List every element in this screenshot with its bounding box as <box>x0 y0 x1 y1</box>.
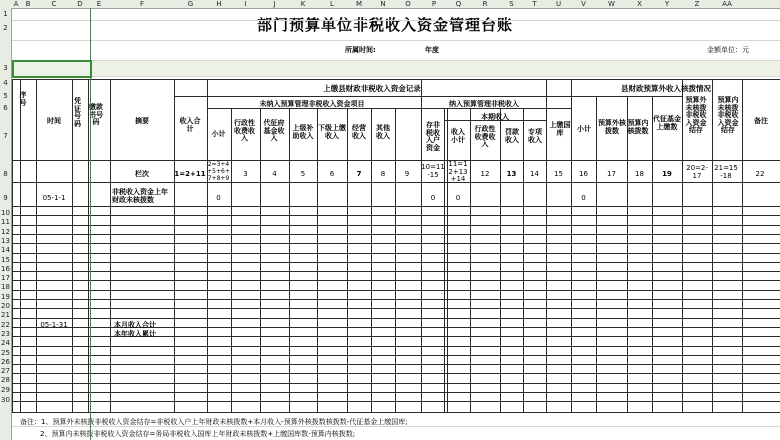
column-header-A[interactable]: A <box>13 0 19 8</box>
row-header-10[interactable]: 10 <box>1 209 10 217</box>
row-header-28[interactable]: 28 <box>1 376 10 385</box>
unit-label: 金额单位：元 <box>707 46 749 54</box>
hdr-in-alloc: 预算内核拨数 <box>627 119 649 135</box>
colnum-17: 17 <box>607 170 616 178</box>
colnum-15: 15 <box>554 170 563 178</box>
row-header-29[interactable]: 29 <box>1 385 10 394</box>
column-header-M[interactable]: M <box>355 0 363 8</box>
colnum-7: 7 <box>356 170 362 178</box>
grid-hline <box>12 79 780 80</box>
column-header-O[interactable]: O <box>405 0 411 8</box>
colnum-18: 18 <box>635 170 644 178</box>
row-header-23[interactable]: 23 <box>1 329 10 338</box>
grid-hline <box>12 20 780 21</box>
grid-hline <box>207 108 571 109</box>
row-header-8[interactable]: 8 <box>3 170 8 178</box>
hdr-county-group: 县财政预算外收入核拨情况 <box>621 84 711 93</box>
column-header-N[interactable]: N <box>380 0 386 8</box>
column-header-R[interactable]: R <box>482 0 488 8</box>
column-header-E[interactable]: E <box>96 0 102 8</box>
period-label: 所属时间: <box>345 46 376 54</box>
column-header-F[interactable]: F <box>139 0 145 8</box>
column-header-D[interactable]: D <box>77 0 83 8</box>
row-header-19[interactable]: 19 <box>1 292 10 301</box>
grid-hline <box>12 299 780 300</box>
grid-vline <box>444 108 445 412</box>
colnum-label: 栏次 <box>135 170 149 178</box>
grid-hline <box>12 225 780 226</box>
colnum-22: 22 <box>755 170 765 178</box>
hdr-subtotal: 小计 <box>211 130 226 138</box>
grid-hline <box>12 355 780 356</box>
grid-vline <box>347 108 348 412</box>
grid-hline <box>12 308 780 309</box>
row-header-21[interactable]: 21 <box>1 311 10 320</box>
row-header-7[interactable]: 7 <box>3 132 8 140</box>
grid-vline <box>174 79 175 412</box>
grid-vline <box>289 108 290 412</box>
row-header-11[interactable]: 11 <box>1 218 10 227</box>
grid-hline <box>12 346 780 347</box>
colnum-20: 20=2-17 <box>686 164 708 180</box>
grid-hline <box>12 318 780 319</box>
column-header-W[interactable]: W <box>608 0 615 8</box>
hdr-county-subtotal: 小计 <box>577 125 591 133</box>
grid-vline <box>470 108 471 412</box>
hdr-summary: 摘要 <box>135 117 149 125</box>
grid-hline <box>12 290 780 291</box>
hdr-voucher: 凭证号码 <box>74 97 81 128</box>
grid-vline <box>110 79 111 412</box>
colnum-12: 12 <box>480 170 490 178</box>
colnum-2: 2=3+4+5+6+7+8+9 <box>207 161 230 182</box>
column-header-G[interactable]: G <box>187 0 194 8</box>
grid-vline <box>231 108 232 412</box>
grid-vline <box>317 108 318 412</box>
grid-hline <box>12 60 780 61</box>
grid-vline <box>395 108 396 412</box>
row-header-5[interactable]: 5 <box>3 92 8 100</box>
colnum-19: 19 <box>662 170 672 178</box>
grid-vline <box>652 96 653 412</box>
grid-hline <box>12 253 780 254</box>
colnum-5: 5 <box>300 170 306 178</box>
column-header-AA[interactable]: AA <box>722 0 732 8</box>
hdr-extra-unallocated: 预算外未核拨非税收入资金结存 <box>685 96 707 135</box>
grid-hline <box>12 412 780 413</box>
row-header-27[interactable]: 27 <box>1 367 10 376</box>
grid-vline <box>260 108 261 412</box>
hdr-time: 时间 <box>47 117 61 125</box>
column-header-C[interactable]: C <box>51 0 57 8</box>
colnum-9: 9 <box>404 170 410 178</box>
grid-hline <box>12 76 780 77</box>
column-header-T[interactable]: T <box>532 0 537 8</box>
grid-hline <box>12 383 780 384</box>
grid-hline <box>12 426 780 427</box>
row20-date[interactable]: 05-1-31 <box>40 321 68 329</box>
row-header-26[interactable]: 26 <box>1 357 10 366</box>
colnum-8: 8 <box>380 170 386 178</box>
colnum-13: 13 <box>506 170 517 178</box>
hdr-fund-remit: 代征基金上缴数 <box>653 115 681 131</box>
grid-vline <box>421 96 422 412</box>
grid-hline <box>12 271 780 272</box>
colnum-10: 10=11-15 <box>421 163 445 179</box>
row-header-13[interactable]: 13 <box>1 236 10 245</box>
grid-vline <box>742 79 743 412</box>
row-header-4[interactable]: 4 <box>3 79 8 87</box>
grid-hline <box>174 96 571 97</box>
hdr-nontax-deposit: 存非税收入户资金 <box>426 121 440 152</box>
column-header-S[interactable]: S <box>509 0 514 8</box>
grid-hline <box>12 364 780 365</box>
colnum-3: 3 <box>243 170 248 178</box>
grid-vline <box>36 79 37 412</box>
row9-summary[interactable]: 非税收入资金上年财政未核拨数 <box>112 188 168 204</box>
row-3-highlight <box>12 60 780 76</box>
grid-hline <box>12 206 780 207</box>
hdr-income-total: 收入合计 <box>179 117 201 133</box>
row-header-6[interactable]: 6 <box>3 104 8 112</box>
column-header-K[interactable]: K <box>300 0 306 8</box>
row-header-12[interactable]: 12 <box>1 227 10 236</box>
grid-vline <box>12 79 13 412</box>
hdr-current-income: 本期收入 <box>481 113 509 121</box>
row-header-bar <box>0 8 12 440</box>
column-header-L[interactable]: L <box>330 0 334 8</box>
grid-vline <box>712 79 713 412</box>
grid-hline <box>12 401 780 402</box>
column-header-H[interactable]: H <box>216 0 222 8</box>
hdr-admin-fee: 行政性收费收入 <box>234 119 255 143</box>
grid-hline <box>12 234 780 235</box>
row20-summary[interactable]: 本月收入合计 <box>114 321 156 329</box>
hdr-operating: 经营收入 <box>352 124 366 140</box>
colnum-1: 1=2+11 <box>174 170 206 178</box>
grid-vline <box>20 79 21 412</box>
column-header-U[interactable]: U <box>555 0 562 8</box>
footnote-2: 2、预算内未核拨非税收入资金结存=务局非税收入国库上年财政未核拨数+上缴国库数-预算内核拨数; <box>40 430 356 438</box>
row-header-17[interactable]: 17 <box>1 274 10 283</box>
hdr-to-treasury: 上缴国库 <box>549 121 571 137</box>
hdr-other: 其他收入 <box>376 124 390 140</box>
grid-vline <box>72 79 73 412</box>
grid-vline <box>447 108 448 412</box>
row-header-2[interactable]: 2 <box>3 24 8 32</box>
hdr-extra-alloc: 预算外核拨数 <box>598 119 626 135</box>
hdr-seq: 序号 <box>19 91 27 107</box>
row-header-18[interactable]: 18 <box>1 283 10 292</box>
active-cell-selection[interactable] <box>12 60 92 78</box>
row9-v-subtotal[interactable]: 0 <box>216 194 221 202</box>
grid-hline <box>12 280 780 281</box>
colnum-6: 6 <box>329 170 335 178</box>
footnote-1: 备注：1、预算外未核拨非税收入资金结存=非税收入户上年财政未核拨数+本月收入-预算外核拨数核拨数-代征基金上缴国库; <box>20 418 408 426</box>
column-header-bar <box>0 0 780 9</box>
column-header-Q[interactable]: Q <box>455 0 462 8</box>
sheet-title: 部门预算单位非税收入资金管理台账 <box>256 16 513 34</box>
hdr-in-unallocated: 预算内未核拨非税收入资金结存 <box>717 96 739 135</box>
row-header-22[interactable]: 22 <box>1 320 10 329</box>
grid-vline <box>371 108 372 412</box>
grid-hline <box>12 160 780 161</box>
hdr-lower-remit: 下级上缴收入 <box>318 124 346 140</box>
colnum-14: 14 <box>530 170 539 178</box>
grid-vline <box>500 108 501 412</box>
grid-hline <box>12 215 780 216</box>
column-header-Z[interactable]: Z <box>694 0 700 8</box>
row9-date[interactable]: 05-1-1 <box>42 194 66 202</box>
hdr-special: 专项收入 <box>528 128 542 144</box>
row-header-1[interactable]: 1 <box>3 10 8 18</box>
grid-hline <box>12 262 780 263</box>
column-header-I[interactable]: I <box>244 0 247 8</box>
grid-hline <box>12 182 780 183</box>
column-header-V[interactable]: V <box>581 0 586 8</box>
row-header-24[interactable]: 24 <box>1 339 10 348</box>
grid-vline <box>596 96 597 412</box>
row9-v-county-subtotal[interactable]: 0 <box>581 194 586 202</box>
grid-hline <box>12 243 780 244</box>
colnum-4: 4 <box>272 170 277 178</box>
row-header-30[interactable]: 30 <box>1 395 10 404</box>
colnum-21: 21=15-18 <box>714 164 738 180</box>
grid-vline <box>88 79 89 412</box>
grid-vline <box>207 96 208 412</box>
hdr-payment-book: 缴款书号码 <box>89 103 103 127</box>
column-header-X[interactable]: X <box>637 0 642 8</box>
hdr-upper-subsidy: 上级补助收入 <box>292 124 314 140</box>
grid-vline <box>627 96 628 412</box>
hdr-penalty: 罚款收入 <box>505 128 519 144</box>
row-header-15[interactable]: 15 <box>1 255 10 264</box>
column-header-Y[interactable]: Y <box>664 0 670 8</box>
hdr-budget-group: 纳入预算管理非税收入 <box>449 100 519 108</box>
hdr-admin-fee2: 行政性收费收入 <box>474 125 496 149</box>
colnum-16: 16 <box>579 170 588 178</box>
row-header-20[interactable]: 20 <box>1 302 10 310</box>
column-header-P[interactable]: P <box>431 0 437 8</box>
colnum-11: 11=12+13+14 <box>448 160 468 184</box>
grid-hline <box>12 40 780 41</box>
grid-vline <box>682 79 683 412</box>
hdr-fund-income: 代征府基金收入 <box>263 119 285 143</box>
row9-v-income-subtotal[interactable]: 0 <box>455 194 461 202</box>
column-header-J[interactable]: J <box>273 0 276 8</box>
row9-v-deposit[interactable]: 0 <box>430 194 436 202</box>
row-header-16[interactable]: 16 <box>1 264 10 273</box>
row-header-9[interactable]: 9 <box>3 194 8 202</box>
hdr-top-group: 上缴县财政非税收入资金记录 <box>323 84 421 93</box>
year-label: 年度 <box>425 46 439 54</box>
row-header-25[interactable]: 25 <box>1 348 10 357</box>
row21-summary[interactable]: 本年收入累计 <box>114 330 156 338</box>
column-header-B[interactable]: B <box>25 0 31 8</box>
hdr-income-subtotal: 收入小计 <box>451 128 465 144</box>
row-header-14[interactable]: 14 <box>1 246 10 255</box>
row-header-3[interactable]: 3 <box>3 64 8 72</box>
hdr-note: 备注 <box>754 117 768 125</box>
grid-hline <box>12 392 780 393</box>
grid-vline <box>546 96 547 412</box>
grid-vline <box>523 108 524 412</box>
hdr-not-budget-group: 未纳入预算管理非税收入资金项目 <box>259 100 365 108</box>
grid-hline <box>12 373 780 374</box>
